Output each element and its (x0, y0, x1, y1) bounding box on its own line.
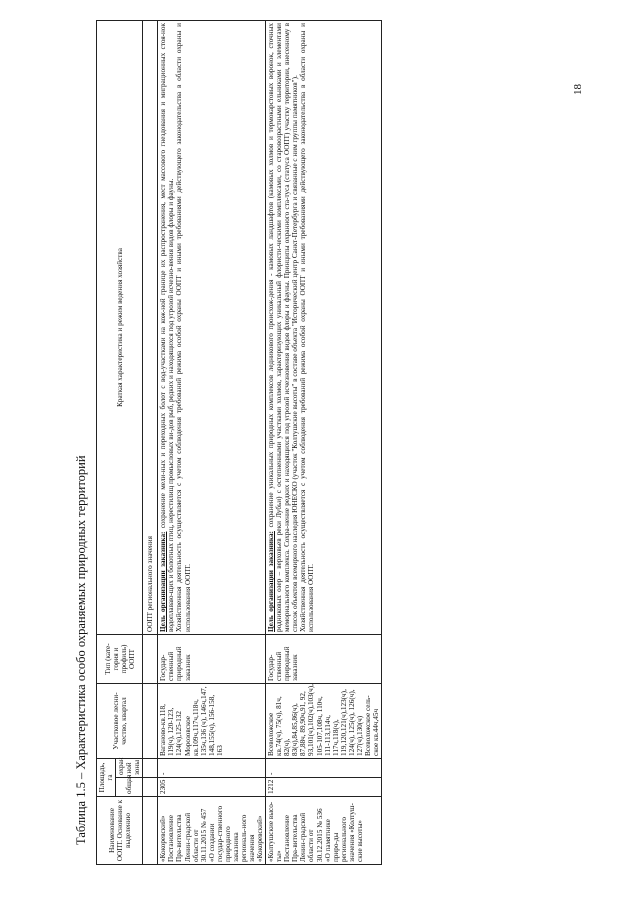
table-caption: Таблица 1.5 – Характеристика особо охраняемых природных территорий (74, 455, 88, 845)
forestry-quarters: Всеволожское кв.74(ч), 75(ч), 81ч, 82(ч), 83(ч),84,85,86(ч), 87,88ч, 89,90ч,91, 92, 93,101(ч),102(ч),103(ч), 105-107,108ч, 110ч, 111-113,114ч, 117ч,118(ч), 119,120,121(ч),123(ч), 124(ч), 125(ч), 126(ч), 127(ч),130(ч) Всеволожское сель-ское кв.44ч,45ч (266, 683, 382, 758)
header-area: Площадь, га (97, 758, 116, 796)
protected-areas-table (96, 20, 382, 865)
section-label: ООПТ регионального значения (143, 21, 158, 635)
forestry-quarters: Ваганово-кв.118, 119(ч), 120-123, 124(ч),125-132 Морозовское кв.109ч,117ч,118ч, 135ч,136 (ч), 146ч,147, 148,155(ч), 156-158, 163 (158, 683, 266, 758)
header-area-protected: охран ной зоны (116, 758, 143, 777)
area-name-cell (158, 797, 266, 865)
table-row (266, 21, 382, 865)
header-forestry: Участковое лесни-чество, квартал (97, 683, 143, 758)
area-name: «Кокоревский» (159, 815, 168, 862)
document-page (72, 20, 588, 865)
rotated-landscape-content (72, 20, 588, 865)
area-type: Государ-ственный природный заказник (266, 634, 382, 683)
area-name-cell (266, 797, 382, 865)
area-name: «Колтушские высо-ты» (267, 801, 284, 862)
header-type: Тип (кате-гория и профиль) ООПТ (97, 634, 143, 683)
regime-text: Хозяйственная деятельность осуществляется с учетом соблюдения требований режима особой охраны ООПТ и иными требованиями действующего законодательства в области охраны и использования ООПТ. (175, 23, 192, 632)
area-basis: Постановление Пра-вительства Ленин-градской области от 30.12.2015 № 536 «О памятнике приро-ды регионального значения «Колтуш-ские высоты» (283, 803, 364, 862)
area-total: 2305 (158, 778, 266, 797)
goal-label: Цель организации заказника: (267, 531, 276, 632)
header-area-total: общая (116, 778, 143, 797)
page-number: 18 (572, 84, 584, 95)
regime-text: Хозяйственная деятельность осуществляется с учетом соблюдения требований режима особой охраны ООПТ и иными требованиями действующего законодательства в области охраны и использования ООПТ. (299, 23, 316, 632)
goal-label: Цель организации заказника: (159, 531, 168, 632)
header-characteristics: Краткая характеристика и режим ведения хозяйства (97, 21, 143, 635)
goal-text: сохранение уникальных природных комплексов ледникового происхож-дения - камовых ландшафтов (камовых холмов и термокарстовых воронок, сточных родниковых озер – верховьев реки Лубьи) с остепненными участками холмов, характеризующих уникальный флористи-ческими комплексами, со старовозрастными ельниками и элементами мемориального комплекса. Сохра-нение редких и находящихся под угрозой исчезновения видов флоры и фауны. Принципы охранного ста-туса (статуса ООПТ) участку территории, внесенному в список объектов всемирного наследия ЮНЕСКО (участок "Колтушские высоты" в составе объекта "Исторический центр Санкт-Петербурга и связанные с ним группы памятников"). (267, 23, 300, 632)
area-protected: - (266, 758, 382, 777)
area-protected: - (158, 758, 266, 777)
goal-text: сохранение мели-ных и переходных болот с вод-участками на кож-ной границе их распространения, мест массового гнездования и миграционных стоя-нок водоплаваю-щих и болотных птиц, нерестилищ промысловых ви-дов рыб, редких и находящихся под угрозой исчезно-вения видов флоры и фауны. (159, 23, 176, 632)
area-type: Государ-ственный природный заказник (158, 634, 266, 683)
header-row (97, 21, 116, 865)
table-row (158, 21, 266, 865)
area-total: 1212 (266, 778, 382, 797)
characteristics-cell (158, 21, 266, 635)
characteristics-cell (266, 21, 382, 635)
area-basis: Постановление Пра-вительства Ленин-градской области от 30.11.2015 № 457 «О создании государ-ственного природного заказника региональ-ного значения «Кокоревский» (167, 805, 265, 862)
header-name: Наименование ООПТ. Основание к выделению (97, 797, 143, 865)
section-row (143, 21, 158, 865)
